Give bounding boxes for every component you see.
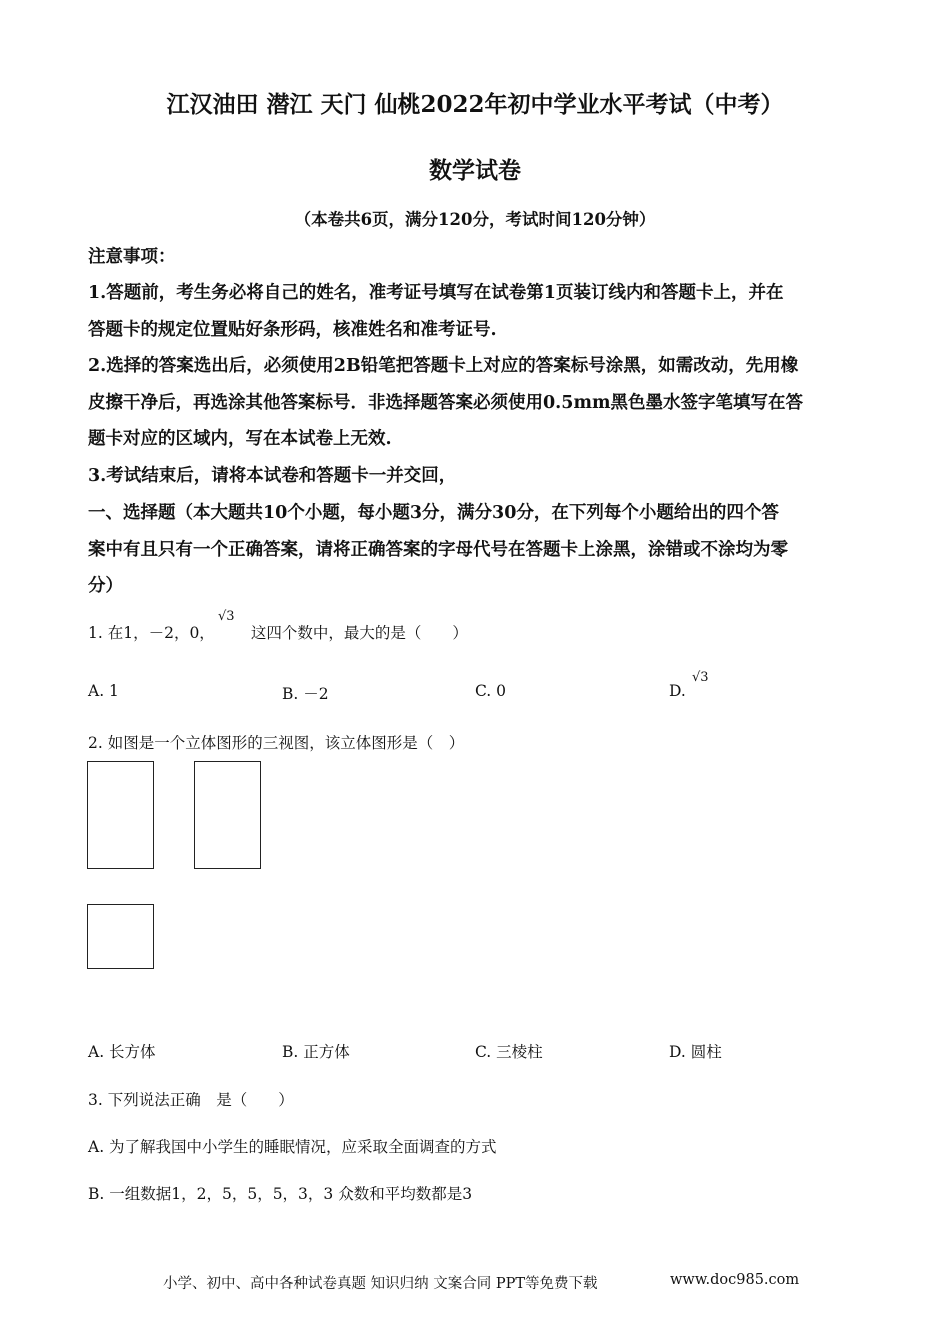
notice-line: 3.考试结束后，请将本试卷和答题卡一并交回， <box>88 466 457 486</box>
section-heading: 一、选择题（本大题共10个小题，每小题3分，满分30分，在下列每个小题给出的四个答 <box>88 503 779 523</box>
q2-stem: 2. 如图是一个立体图形的三视图，该立体图形是（ ） <box>88 734 465 752</box>
q3-option-a: A. 为了解我国中小学生的睡眠情况，应采取全面调查的方式 <box>88 1138 497 1156</box>
q2-option-b: B. 正方体 <box>282 1043 350 1061</box>
footer-url[interactable]: www.doc985.com <box>670 1272 800 1288</box>
top-view-square <box>87 904 154 969</box>
footer-text: 小学、初中、高中各种试卷真题 知识归纳 文案合同 PPT等免费下载 <box>163 1276 598 1292</box>
sqrt-three: √3 <box>218 609 235 624</box>
exam-title: 江汉油田 潜江 天门 仙桃2022年初中学业水平考试（中考） <box>166 91 784 118</box>
side-view-rectangle <box>194 761 261 869</box>
notice-line: 题卡对应的区域内，写在本试卷上无效. <box>88 429 392 449</box>
q1-stem-start: 1. 在1，－2，0， <box>88 624 215 642</box>
q2-option-a: A. 长方体 <box>88 1043 156 1061</box>
q3-stem: 3. 下列说法正确 是（ ） <box>88 1091 294 1109</box>
q2-option-d: D. 圆柱 <box>669 1043 722 1061</box>
section-heading: 案中有且只有一个正确答案，请将正确答案的字母代号在答题卡上涂黑，涂错或不涂均为零 <box>88 540 788 560</box>
section-heading: 分） <box>88 576 123 596</box>
sqrt-three-option: √3 <box>692 670 709 685</box>
q1-option-d: D. <box>669 682 686 700</box>
exam-subtitle: 数学试卷 <box>429 157 521 184</box>
q1-option-a: A. 1 <box>88 682 119 700</box>
front-view-rectangle <box>87 761 154 869</box>
q1-option-b: B. －2 <box>282 685 329 703</box>
notice-line: 答题卡的规定位置贴好条形码，核准姓名和准考证号. <box>88 320 497 340</box>
notice-heading: 注意事项： <box>88 247 176 267</box>
q1-stem <box>88 621 468 643</box>
exam-info: （本卷共6页，满分120分，考试时间120分钟） <box>294 210 656 229</box>
notice-line: 2.选择的答案选出后，必须使用2B铅笔把答题卡上对应的答案标号涂黑，如需改动，先用橡 <box>88 356 799 376</box>
q3-option-b: B. 一组数据1，2，5，5，5，3，3 众数和平均数都是3 <box>88 1185 473 1203</box>
q2-option-c: C. 三棱柱 <box>475 1043 543 1061</box>
notice-line: 皮擦干净后，再选涂其他答案标号．非选择题答案必须使用0.5mm黑色墨水签字笔填写在答 <box>88 393 803 413</box>
q1-stem-end: 这四个数中，最大的是（ ） <box>250 624 468 642</box>
notice-line: 1.答题前，考生务必将自己的姓名，准考证号填写在试卷第1页装订线内和答题卡上，并在 <box>88 283 784 303</box>
q1-option-c: C. 0 <box>475 682 507 700</box>
